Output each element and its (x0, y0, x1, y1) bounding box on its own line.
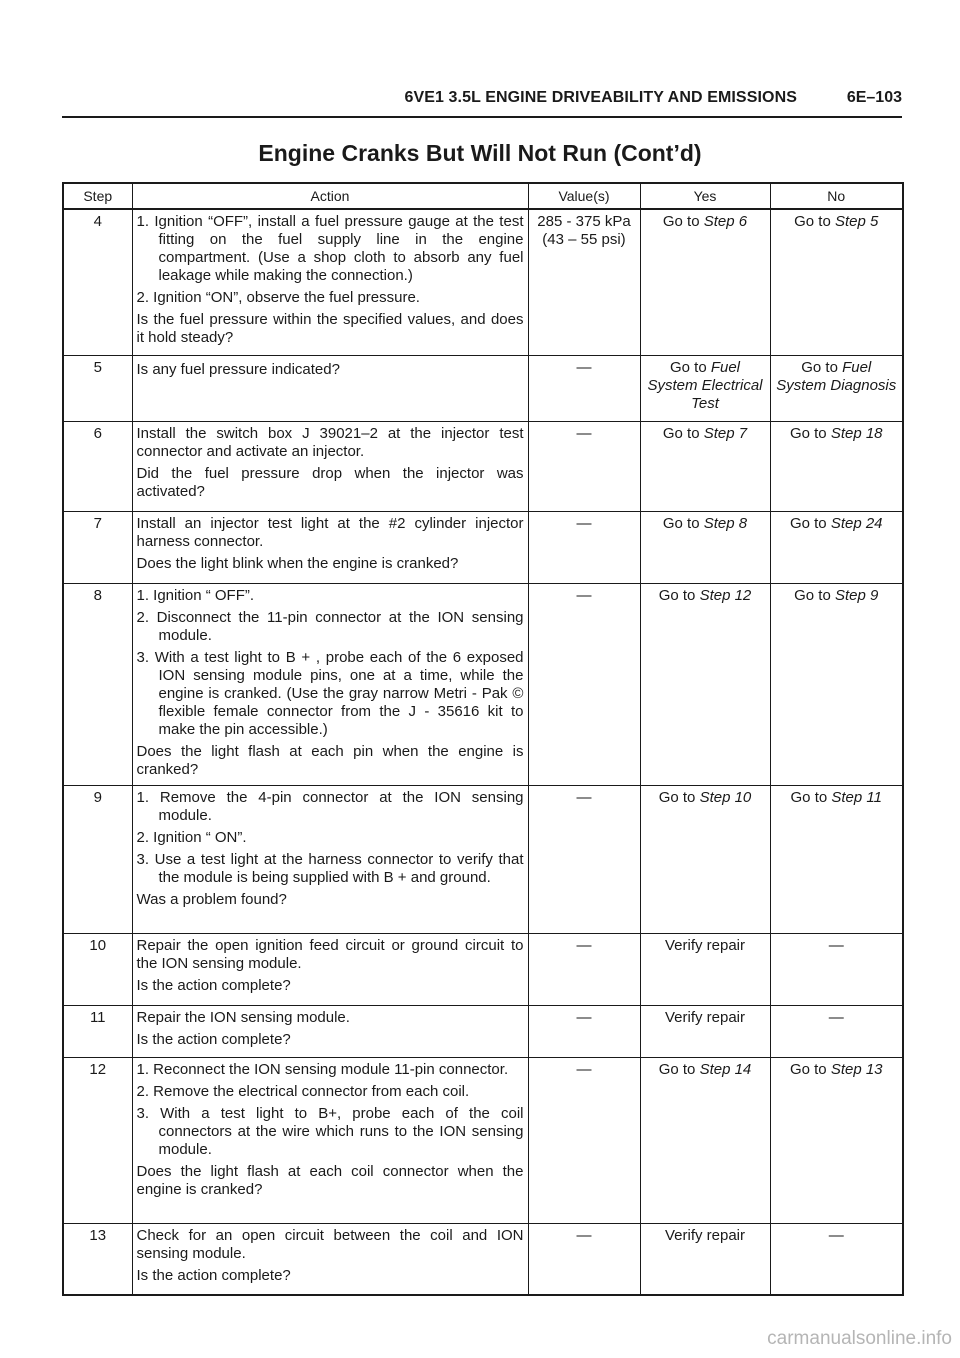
step-number: 11 (63, 1005, 132, 1057)
action-cell (132, 1223, 528, 1295)
column-header-no: No (770, 183, 903, 209)
section-title: 6VE1 3.5L ENGINE DRIVEABILITY AND EMISSIONS (404, 89, 797, 106)
no-cell (770, 1057, 903, 1223)
no-cell: — (770, 933, 903, 1005)
action-item: 2. Disconnect the 11-pin connector at the ION sensing module. (136, 608, 524, 644)
value-cell: — (528, 1005, 640, 1057)
action-item: 1. Ignition “OFF”, install a fuel pressure gauge at the test fitting on the fuel supply line in the engine compartment. (Use a shop cloth to absorb any fuel leakage while making the connection.) (136, 213, 524, 284)
action-question: Is the action complete? (136, 1030, 291, 1048)
step-number: 9 (63, 785, 132, 933)
yes-link[interactable]: Step 8 (703, 514, 748, 532)
no-cell: — (770, 1223, 903, 1295)
goto-text: Go to (658, 788, 700, 806)
table-row (63, 209, 903, 355)
page-title: Engine Cranks But Will Not Run (Cont’d) (258, 140, 702, 166)
value-cell: — (528, 583, 640, 785)
step-number: 12 (63, 1057, 132, 1223)
table-row (63, 355, 903, 421)
yes-cell (640, 511, 770, 583)
goto-text: Go to (662, 424, 704, 442)
no-link[interactable]: Step 24 (830, 514, 883, 532)
action-item: 3. With a test light to B + , probe each of the 6 exposed ION sensing module pins, one at a time, while the engine is cranked. (Use the gray narrow Metri - Pak © flexible female connector from the J - 35616 kit to make the pin accessible.) (136, 648, 524, 738)
action-cell (132, 1005, 528, 1057)
table-row (63, 1223, 903, 1295)
table-row (63, 1005, 903, 1057)
action-text: Repair the ION sensing module. (136, 1008, 350, 1026)
yes-cell: Verify repair (640, 1223, 770, 1295)
yes-link[interactable]: Step 12 (699, 586, 752, 604)
action-cell (132, 421, 528, 511)
yes-link[interactable]: Step 14 (699, 1060, 752, 1078)
no-link[interactable]: Step 13 (830, 1060, 883, 1078)
action-question: Is the action complete? (136, 1266, 291, 1284)
action-text: Install an injector test light at the #2 cylinder injector harness connector. (136, 514, 524, 550)
action-item: 1. Ignition “ OFF”. (136, 586, 255, 604)
page-number: 6E–103 (846, 89, 902, 106)
goto-text: Go to (790, 788, 832, 806)
action-text: Repair the open ignition feed circuit or ground circuit to the ION sensing module. (136, 936, 524, 972)
yes-cell (640, 785, 770, 933)
no-cell (770, 785, 903, 933)
yes-cell: Verify repair (640, 1005, 770, 1057)
action-question: Is the fuel pressure within the specified values, and does it hold steady? (136, 311, 524, 346)
column-header-values: Value(s) (528, 183, 640, 209)
action-item: 3. Use a test light at the harness connector to verify that the module is being supplied with B + and ground. (136, 850, 524, 886)
action-text: Check for an open circuit between the coil and ION sensing module. (136, 1226, 524, 1262)
action-cell (132, 785, 528, 933)
diagnostic-table (62, 182, 904, 1296)
table-row (63, 511, 903, 583)
no-cell (770, 421, 903, 511)
yes-cell (640, 209, 770, 355)
page-header (62, 86, 902, 118)
value-cell: — (528, 511, 640, 583)
step-number: 8 (63, 583, 132, 785)
action-text: Install the switch box J 39021–2 at the injector test connector and activate an injector. (136, 424, 524, 460)
table-row (63, 583, 903, 785)
column-header-action: Action (132, 183, 528, 209)
yes-link[interactable]: Fuel System Electrical Test (647, 358, 763, 412)
action-question: Does the light flash at each pin when the engine is cranked? (136, 742, 524, 778)
step-number: 13 (63, 1223, 132, 1295)
no-link[interactable]: Step 5 (834, 213, 879, 230)
yes-cell: Verify repair (640, 933, 770, 1005)
action-cell (132, 511, 528, 583)
goto-text: Go to (789, 424, 831, 442)
action-cell (132, 1057, 528, 1223)
column-header-step: Step (63, 183, 132, 209)
yes-cell (640, 421, 770, 511)
action-cell (132, 209, 528, 355)
step-number: 6 (63, 421, 132, 511)
goto-text: Go to (662, 213, 704, 230)
goto-text: Go to (789, 514, 831, 532)
yes-link[interactable]: Step 7 (703, 424, 748, 442)
value-line: (43 – 55 psi) (542, 231, 626, 248)
goto-text: Go to (801, 358, 843, 376)
no-cell (770, 355, 903, 421)
value-cell: — (528, 933, 640, 1005)
value-cell: — (528, 785, 640, 933)
no-cell: — (770, 1005, 903, 1057)
yes-link[interactable]: Step 10 (699, 788, 752, 806)
no-cell (770, 511, 903, 583)
yes-cell (640, 1057, 770, 1223)
yes-link[interactable]: Step 6 (703, 213, 748, 230)
action-item: 1. Remove the 4-pin connector at the ION sensing module. (136, 788, 524, 824)
goto-text: Go to (789, 1060, 831, 1078)
action-question: Is any fuel pressure indicated? (136, 360, 340, 378)
goto-text: Go to (794, 213, 835, 230)
table-row (63, 421, 903, 511)
value-cell: — (528, 1223, 640, 1295)
action-question: Is the action complete? (136, 976, 291, 994)
table-row (63, 933, 903, 1005)
action-cell (132, 355, 528, 421)
action-item: 1. Reconnect the ION sensing module 11-pin connector. (136, 1060, 509, 1078)
action-cell (132, 933, 528, 1005)
action-item: 2. Ignition “ON”, observe the fuel pressure. (136, 289, 420, 306)
goto-text: Go to (669, 358, 711, 376)
no-link[interactable]: Step 18 (830, 424, 883, 442)
action-question: Did the fuel pressure drop when the injector was activated? (136, 464, 524, 500)
action-item: 2. Remove the electrical connector from each coil. (136, 1082, 470, 1100)
step-number: 7 (63, 511, 132, 583)
action-question: Does the light blink when the engine is cranked? (136, 554, 459, 572)
action-question: Does the light flash at each coil connector when the engine is cranked? (136, 1162, 524, 1198)
value-line: 285 - 375 kPa (537, 213, 631, 230)
table-header-row (63, 183, 903, 209)
step-number: 4 (63, 209, 132, 355)
no-link[interactable]: Step 9 (834, 586, 879, 604)
source-watermark: carmanualsonline.info (767, 1328, 952, 1349)
value-cell: — (528, 421, 640, 511)
action-question: Was a problem found? (136, 890, 287, 908)
table-row (63, 1057, 903, 1223)
value-cell (528, 209, 640, 355)
yes-cell (640, 583, 770, 785)
step-number: 10 (63, 933, 132, 1005)
table-row (63, 785, 903, 933)
goto-text: Go to (658, 586, 700, 604)
no-link[interactable]: Fuel System Diagnosis (776, 358, 897, 394)
action-item: 2. Ignition “ ON”. (136, 828, 247, 846)
no-cell (770, 209, 903, 355)
goto-text: Go to (658, 1060, 700, 1078)
no-cell (770, 583, 903, 785)
step-number: 5 (63, 355, 132, 421)
value-cell: — (528, 1057, 640, 1223)
no-link[interactable]: Step 11 (831, 788, 882, 806)
goto-text: Go to (662, 514, 704, 532)
value-cell: — (528, 355, 640, 421)
yes-cell (640, 355, 770, 421)
action-cell (132, 583, 528, 785)
action-item: 3. With a test light to B+, probe each of the coil connectors at the wire which runs to the ION sensing module. (136, 1104, 524, 1158)
column-header-yes: Yes (640, 183, 770, 209)
goto-text: Go to (794, 586, 835, 604)
